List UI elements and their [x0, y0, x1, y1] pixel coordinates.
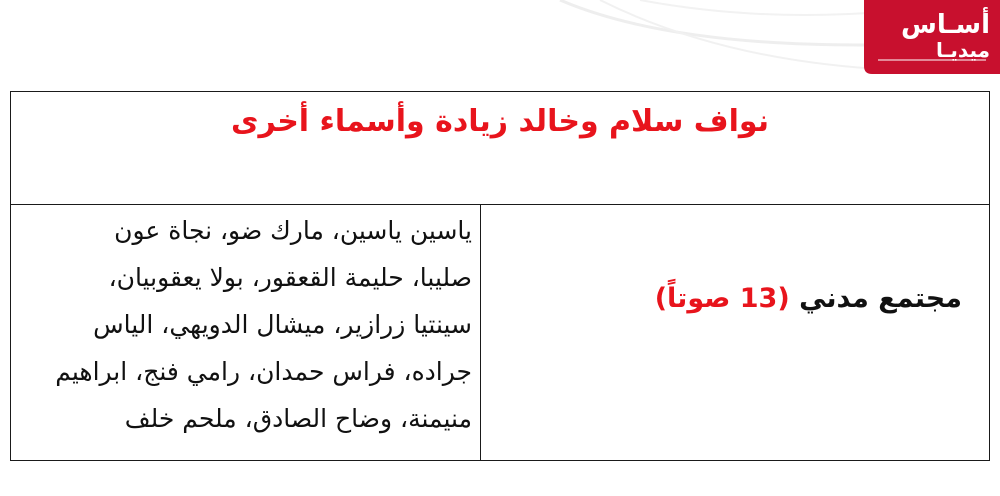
group-name: مجتمع مدني [799, 283, 962, 314]
group-cell [481, 205, 988, 460]
page-title: نواف سلام وخالد زيادة وأسماء أخرى [231, 104, 769, 139]
names-line: سينتيا زرازير، ميشال الدويهي، الياس [93, 310, 472, 339]
logo-text-primary: أسـاس [900, 10, 990, 40]
names-line: ياسين ياسين، مارك ضو، نجاة عون [114, 216, 472, 245]
names-line: جراده، فراس حمدان، رامي فنج، ابراهيم [55, 357, 472, 386]
table-row [11, 205, 989, 460]
names-cell [11, 205, 481, 460]
group-count: (13 صوتاً) [654, 283, 790, 314]
names-line: منيمنة، وضاح الصادق، ملحم خلف [124, 404, 472, 433]
logo-text-secondary: ميديـا [936, 38, 990, 62]
table-header-row [11, 92, 989, 205]
results-table [10, 91, 990, 461]
brand-logo [858, 0, 1000, 74]
names-line: صليبا، حليمة القعقور، بولا يعقوبيان، [108, 263, 472, 292]
names-list [12, 207, 472, 442]
group-label [655, 283, 962, 314]
